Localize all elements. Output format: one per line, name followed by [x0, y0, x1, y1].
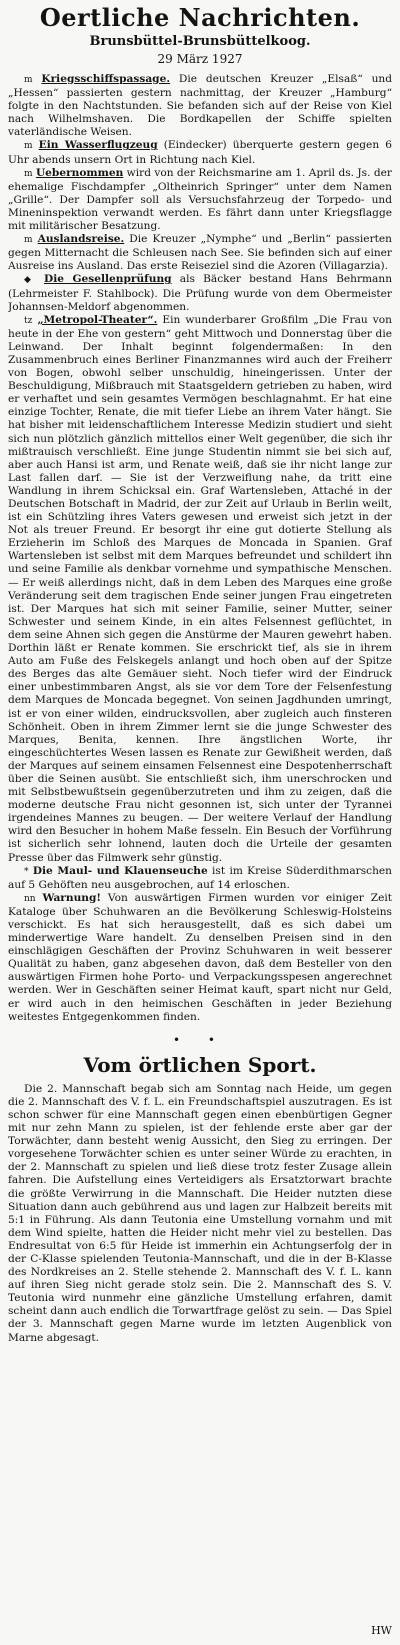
news-item-foot-and-mouth — [8, 865, 392, 892]
item-marker: ◆ — [24, 275, 36, 286]
item-marker: tz — [24, 315, 33, 326]
item-keyword: Ein Wasserflugzeug — [38, 139, 158, 152]
item-body: (Eindecker) überquerte gestern gegen 6 Uhr abends unsern Ort in Richtung nach Kiel. — [8, 139, 392, 166]
section-separator: • • — [173, 1032, 227, 1047]
item-marker: m — [24, 168, 33, 179]
news-item-journeyman-exam — [8, 273, 392, 313]
newspaper-column — [8, 4, 392, 1637]
news-item-metropol-theater — [8, 314, 392, 865]
item-marker: m — [24, 235, 33, 246]
item-keyword: Die Gesellenprüfung — [44, 273, 172, 286]
item-marker: * — [24, 866, 29, 877]
item-marker: nn — [24, 893, 36, 904]
sport-article: Die 2. Mannschaft begab sich am Sonntag nach Heide, um gegen die 2. Mannschaft des V. f. L. ein Freundschaftspiel auszutragen. Es ist schon schwer für eine Mannschaft gegen einen ebenbürtigen Gegner mit nur zehn Mann zu spielen, ist der fehlende erste aber gar der Torwächter, dann besteht wenig Aussicht, den Sieg zu erringen. Der vorgesehene Torwächter schien es unter seiner Würde zu erachten, in der 2. Mannschaft zu spielen und ließ diese trotz fester Zusage allein fahren. Die Aufstellung eines Verteidigers als Ersatztorwart brachte die größte Verwirrung in die Mannschaft. Die Heider nutzten diese Situation dann auch gebührend aus und lagen zur Halbzeit bereits mit 5:1 in Führung. Als dann Teutonia eine Umstellung vornahm und mit dem Wind spielte, hatten die Heider nicht mehr viel zu bestellen. Das Endresultat von 6:5 für Heide ist immerhin ein Achtungserfolg der in der C-Klasse spielenden Teutonia-Mannschaft, und die in der B-Klasse des Nordkreises an 2. Stelle stehende 2. Mannschaft des V. f. L. kann auf ihren Sieg nicht gerade stolz sein. Die 2. Mannschaft des S. V. Teutonia wird nunmehr eine gänzliche Umstellung erfahren, damit scheint dann auch endlich die Torwartfrage gelöst zu sein. — Das Spiel der 3. Mannschaft gegen Marne wurde im letzten Augenblick von Marne abgesagt. — [8, 1082, 392, 1344]
item-keyword: Kriegsschiffspassage. — [41, 73, 171, 85]
item-keyword: Auslandsreise. — [37, 233, 125, 246]
author-signature: HW — [371, 1624, 392, 1637]
place-heading: Brunsbüttel-Brunsbüttelkoog. — [89, 34, 311, 49]
item-marker: m — [24, 141, 33, 152]
news-item-foreign-voyage — [8, 233, 392, 273]
item-body: Ein wunderbarer Großfilm „Die Frau von heute in der Ehe von gestern“ geht Mittwoch und Donnerstag über die Leinwand. Der Inhalt beginnt folgendermaßen: In den Zusammenbruch eines Berliner Finanzmannes wird auch der Freiherr von Bogen, obwohl selber unschuldig, hineingerissen. Unter der Beschuldigung, Mißbrauch mit Staatsgeldern getrieben zu haben, wird er verhaftet und sein gesamtes Vermögen beschlagnahmt. Er hat eine einzige Tochter, Renate, die mit tiefer Liebe an ihrem Vater hängt. Sie hat bisher mit leidenschaftlichem Interesse Medizin studiert und sieht sich nun plötzlich gänzlich mittellos einer Welt gegenüber, die sich ihr mißtrauisch verschließt. Eine junge Studentin nimmt sie bei sich auf, aber auch Hansi ist arm, und Renate weiß, daß sie ihr nicht lange zur Last fallen darf. — Sie ist der Verzweiflung nahe, da tritt eine Wandlung in ihrem Schicksal ein. Graf Wartensleben, Attaché in der Deutschen Botschaft in Madrid, der zur Zeit auf Urlaub in Berlin weilt, ist ein Schützling ihres Vaters gewesen und erweist sich jetzt in der Not als treuer Freund. Er besorgt ihr eine gut dotierte Stellung als Erzieherin im Schloß des Marques de Moncada in Spanien. Graf Wartensleben ist selbst mit dem Marques befreundet und schildert ihn und seine Familie als denkbar vornehme und sympathische Menschen. — Er weiß allerdings nicht, daß in dem Leben des Marques eine große Veränderung seit dem tragischen Ende seiner jungen Frau eingetreten ist. Der Marques hat sich mit seiner Familie, seiner Mutter, seiner Schwester und seinem Kinde, in ein altes Felsennest geflüchtet, in dem seine Ahnen sich gegen die Anstürme der Mauren gewehrt haben. Dorthin läßt er Renate kommen. Sie erschrickt tief, als sie in ihrem Auto am Fuße des Felskegels anlangt und hoch oben auf der Spitze des Berges das alte Gemäuer sieht. Noch tiefer wird der Eindruck einer unbestimmbaren Angst, als sie vor dem Tore der Felsenfestung dem Marques de Moncada begegnet. Von seinen Jagdhunden umringt, ist er von einer wilden, eindrucksvollen, aber zugleich auch finsteren Schönheit. Oben in ihrem Zimmer lernt sie die junge Schwester des Marques, Benita, kennen. Ihre ängstlichen Worte, ihr eingeschüchtertes Wesen lassen es Renate zur Gewißheit werden, daß der Marques auf seinem einsamen Felsennest eine Despotenherrschaft über die Seinen ausübt. Sie entschließt sich, ihm unerschrocken und mit Selbstbewußtsein gegenüberzutreten und ihm zu zeigen, daß die moderne deutsche Frau nicht gesonnen ist, sich unter der Tyrannei irgendeines Mannes zu beugen. — Der weitere Verlauf der Handlung wird den Besucher in hohem Maße fesseln. Ein Besuch der Vorführung ist sicherlich sehr lohnend, lauten doch die Urteile der gesamten Presse über das Filmwerk sehr günstig. — [8, 313, 392, 864]
sport-title: Vom örtlichen Sport. — [83, 1052, 317, 1077]
item-body: als Bäcker bestand Hans Behrmann (Lehrmeister F. Stahlbock). Die Prüfung wurde von dem Obermeister Johannsen-Meldorf abgenommen. — [8, 273, 392, 313]
item-body: Die Kreuzer „Nymphe“ und „Berlin“ passierten gegen Mitternacht die Schleusen nach See. Sie befinden sich auf einer Ausreise ins Ausland. Das erste Reiseziel sind die Azoren (Villagarzia). — [8, 233, 392, 273]
date-line: 29 März 1927 — [157, 52, 243, 66]
news-item-warship-passage — [8, 73, 392, 139]
item-keyword: Die Maul- und Klauenseuche — [32, 864, 208, 877]
item-keyword: „Metropol-Theater“. — [37, 313, 158, 326]
item-keyword: Warnung! — [42, 891, 102, 904]
news-item-seaplane — [8, 139, 392, 166]
item-keyword: Uebernommen — [35, 166, 124, 179]
news-item-takeover — [8, 167, 392, 233]
news-item-warning — [8, 892, 392, 1024]
item-body: wird von der Reichsmarine am 1. April ds. Js. der ehemalige Fischdampfer „Oltheinrich Springer“ unter dem Namen „Grille“. Der Dampfer soll als Versuchsfahrzeug der Torpedo- und Mineninspektion verwandt werden. Es fährt dann unter Kriegsflagge mit militärischer Besatzung. — [8, 166, 392, 233]
item-body: Die deutschen Kreuzer „Elsaß“ und „Hessen“ passierten gestern nachmittag, der Kreuzer „Hamburg“ folgte in den Nachtstunden. Sie befanden sich auf der Reise von Kiel nach Wilhelmshaven. Die Bordkapellen der Schiffe spielten vaterländische Weisen. — [8, 73, 392, 139]
item-body: Von auswärtigen Firmen wurden vor einiger Zeit Kataloge über Schuhwaren an die Bevölkerung Schleswig-Holsteins verschickt. Es hat sich herausgestellt, daß es sich dabei um minderwertige Ware handelt. Zu denselben Preisen sind in den einschlägigen Geschäften der Provinz Schuhwaren in weit besserer Qualität zu haben, ganz abgesehen davon, daß dem Besteller von den auswärtigen Firmen hohe Porto- und Verpackungsspesen angerechnet werden. Wer in Geschäften seiner Heimat kauft, spart nicht nur Geld, er wird auch in den heimischen Geschäften in jeder Beziehung weitestes Entgegenkommen finden. — [8, 891, 392, 1023]
item-marker: m — [24, 75, 33, 85]
section-title: Oertliche Nachrichten. — [39, 4, 361, 32]
item-body: ist im Kreise Süderdithmarschen auf 5 Gehöften neu ausgebrochen, auf 14 erloschen. — [8, 864, 392, 891]
